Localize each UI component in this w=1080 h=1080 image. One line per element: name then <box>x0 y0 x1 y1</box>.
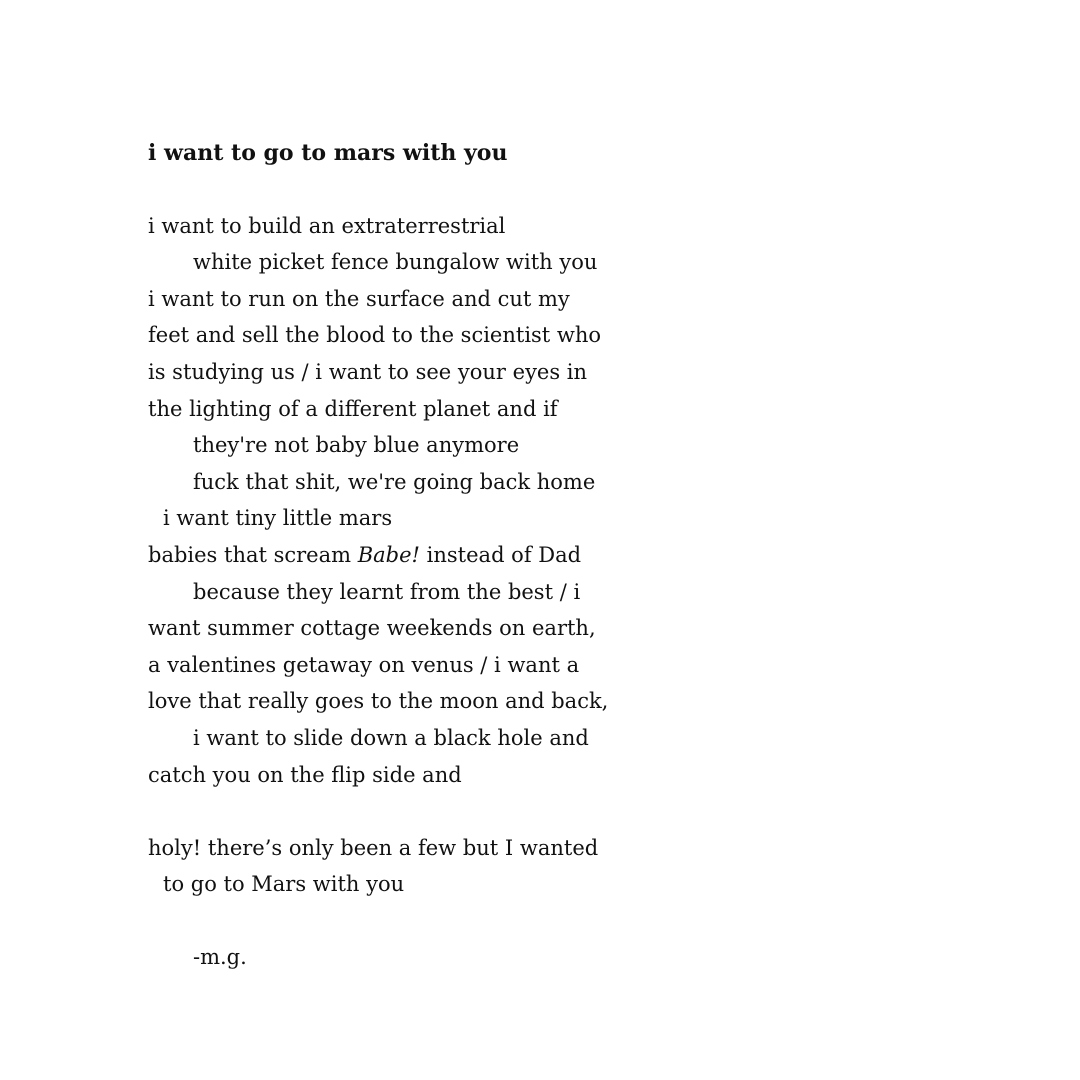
poem-line: feet and sell the blood to the scientist who <box>148 323 602 348</box>
poem-line: i want to run on the surface and cut my <box>148 286 570 311</box>
poem-line: to go to Mars with you <box>163 872 405 897</box>
poem-line: they're not baby blue anymore <box>193 433 520 458</box>
poem-page <box>148 135 848 976</box>
poem-line: love that really goes to the moon and back, <box>148 689 609 714</box>
poem-signature: -m.g. <box>193 945 247 970</box>
poem-stanza-main <box>148 208 848 794</box>
poem-line: i want to slide down a black hole and <box>193 725 589 750</box>
poem-line: want summer cottage weekends on earth, <box>148 616 596 641</box>
stanza-gap <box>148 171 848 208</box>
poem-line: the lighting of a different planet and if <box>148 396 558 421</box>
poem-line: i want tiny little mars <box>163 506 393 531</box>
italic-word: Babe! <box>357 542 420 567</box>
poem-line: catch you on the flip side and <box>148 762 462 787</box>
poem-line-with-italic <box>148 537 848 574</box>
poem-line: fuck that shit, we're going back home <box>193 469 596 494</box>
line-text-after: instead of Dad <box>419 542 582 567</box>
poem-line: holy! there’s only been a few but I wanted <box>148 835 599 860</box>
poem-line: is studying us / i want to see your eyes in <box>148 359 588 384</box>
line-text-before: babies that scream <box>148 542 358 567</box>
stanza-gap <box>148 793 848 830</box>
poem-line: i want to build an extraterrestrial <box>148 213 506 238</box>
poem-stanza-closing <box>148 830 848 903</box>
poem-line: white picket fence bungalow with you <box>193 250 598 275</box>
poem-line: a valentines getaway on venus / i want a <box>148 652 580 677</box>
poem-title: i want to go to mars with you <box>148 140 508 166</box>
poem-line: because they learnt from the best / i <box>193 579 581 604</box>
stanza-gap <box>148 903 848 940</box>
